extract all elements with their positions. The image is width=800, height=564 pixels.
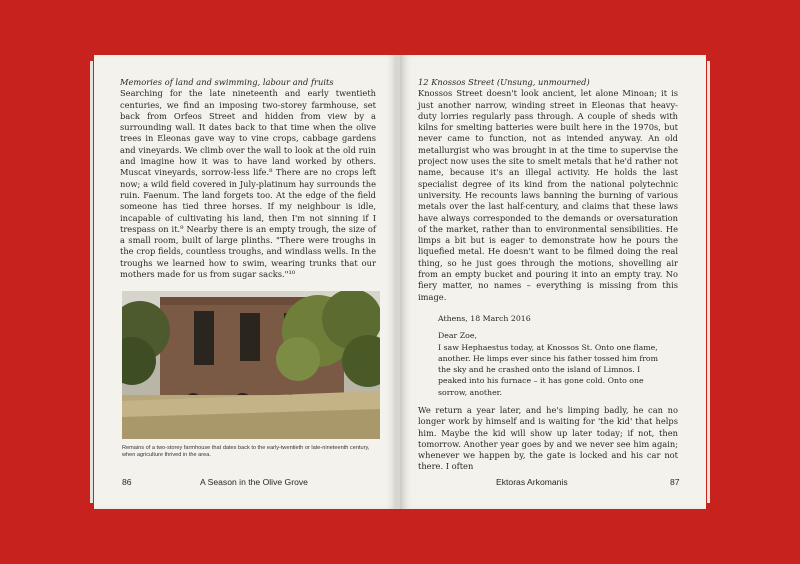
left-running-title: A Season in the Olive Grove — [200, 477, 308, 487]
right-body-paragraph: Knossos Street doesn't look ancient, let alone Minoan; it is just another narrow, winding street in Eleonas that heavy-duty lorries regularly pass through. A couple of sheds with kilns for smelting batteries were built here in the 1970s, but never came to function, not as intended anyway. An old metallurgist who was brought in at the time to supervise the project now uses the site to smelt metals that he'd rather not name, because it's an illegal activity. He holds the last specialist degree of its kind from the national polytechnic university. He recounts laws banning the burning of various metals over the last half-century, and claims that these laws have always corresponded to the demands or oversaturation of the market, rather than to environmental sensibilities. He limps a bit but is eager to demonstrate how he pours the liquefied metal. He doesn't want to be filmed doing the real thing, so he just goes through the motions, shovelling air from an empty bucket and pouring it into an empty tray. No fiery matter, no names – everything is missing from this image. — [418, 88, 678, 302]
right-page — [400, 55, 706, 509]
right-body-continued: We return a year later, and he's limping badly, he can no longer work by himself and is waiting for 'the kid' that helps him. Maybe the kid will show up later today; if not, then tomorrow. Another year goes by and we never see him again; whenever we happen by, the gate is locked and his car not there. I often — [418, 405, 678, 472]
letter-body: I saw Hephaestus today, at Knossos St. Onto one flame, another. He limps ever since his father tossed him from the sky and he crashed onto the island of Limnos. I peaked into his furnace – it has gone cold. Onto one sorrow, another. — [438, 342, 659, 397]
right-section-heading: 12 Knossos Street (Unsung, unmourned) — [418, 77, 590, 87]
page-edge-right — [707, 61, 710, 503]
right-page-text — [418, 77, 678, 303]
left-page-number: 86 — [122, 477, 132, 487]
left-body-paragraph: Searching for the late nineteenth and early twentieth centuries, we find an imposing two-storey farmhouse, set back from Orfeos Street and hidden from view by a surrounding wall. It dates back to that time when the olive trees in Eleonas gave way to vine crops, cabbage gardens and vineyards. We climb over the wall to look at the old ruin and imagine how it was to have land worked by others. Muscat vineyards, sorrow-less life.⁸ There are no crops left now; a wild field covered in July-platinum hay surrounds the ruin. Faenum. The land forgets too. At the edge of the field someone has tied three horses. If my neighbour is idle, incapable of cultivating his land, then I'm not sinning if I trespass on it.⁹ Nearby there is an empty trough, the size of a small room, built of large plinths. "There were troughs in the crop fields, countless troughs, and windlass wells. In the troughs we learned how to swim, wearing trunks that our mothers made for us from sugar sacks."¹⁰ — [120, 88, 376, 280]
right-page-number: 87 — [670, 477, 680, 487]
left-section-heading: Memories of land and swimming, labour and fruits — [120, 77, 334, 87]
farmhouse-photo — [122, 291, 380, 439]
farmhouse-ruin-image — [122, 291, 380, 439]
page-edge-left — [90, 61, 93, 503]
left-page-text — [120, 77, 376, 280]
letter-salutation: Dear Zoe, — [438, 331, 477, 341]
letter-block — [438, 313, 668, 398]
book-spread — [94, 55, 706, 509]
left-page — [94, 55, 398, 509]
letter-date: Athens, 18 March 2016 — [438, 314, 531, 323]
right-running-title: Ektoras Arkomanis — [496, 477, 568, 487]
photo-caption: Remains of a two-storey farmhouse that dates back to the early-twentieth or late-nineteenth century, when agriculture thrived in the area. — [122, 445, 370, 459]
